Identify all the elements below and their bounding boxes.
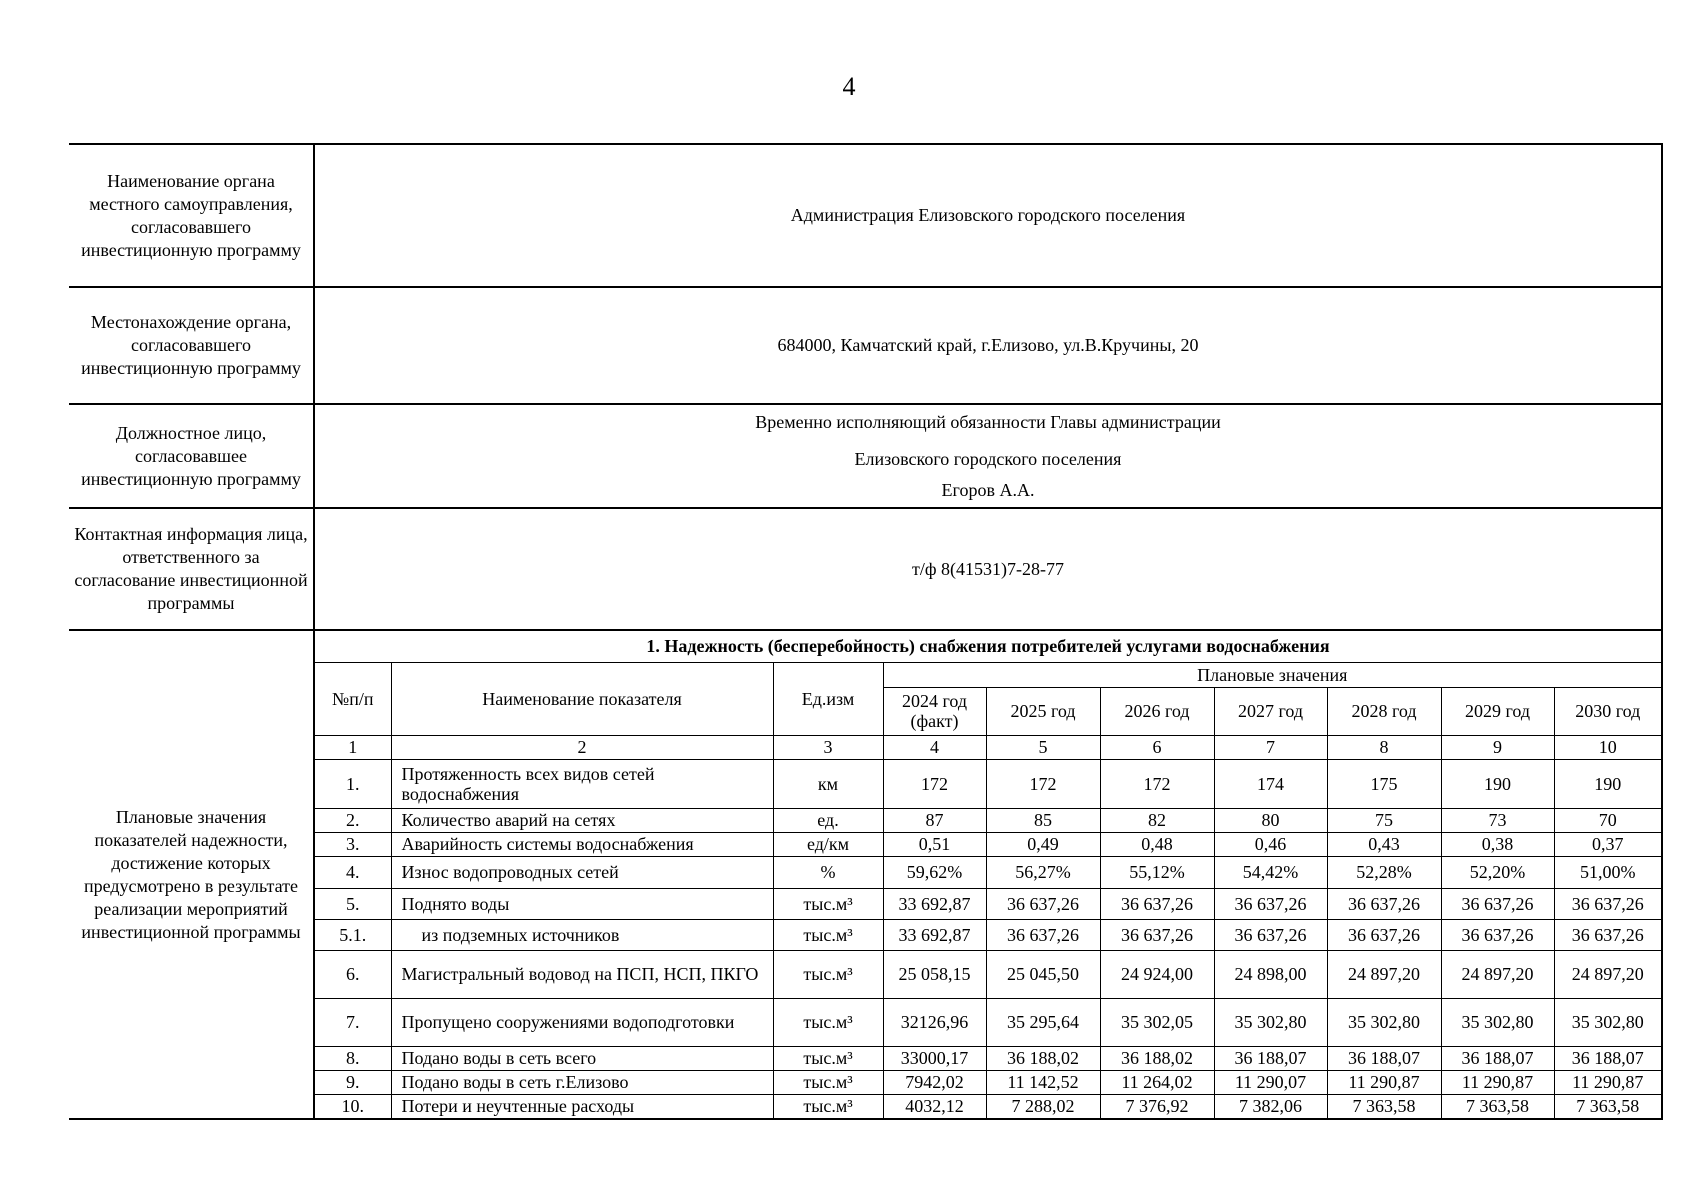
indicator-value: 172 xyxy=(883,759,986,808)
row-number: 8. xyxy=(315,1046,391,1070)
indicator-value: 36 637,26 xyxy=(1214,888,1327,919)
indicator-name: Поднято воды xyxy=(391,888,773,919)
indicator-value: 36 637,26 xyxy=(1327,888,1441,919)
indicator-value: 35 295,64 xyxy=(986,998,1100,1046)
column-number: 5 xyxy=(986,735,1100,759)
indicator-value: 24 924,00 xyxy=(1100,950,1214,998)
table-row xyxy=(315,888,1661,919)
indicator-value: 0,37 xyxy=(1554,832,1661,856)
indicator-value: 33 692,87 xyxy=(883,888,986,919)
indicator-value: 35 302,80 xyxy=(1554,998,1661,1046)
indicator-value: 36 188,07 xyxy=(1554,1046,1661,1070)
indicator-value: 52,20% xyxy=(1441,856,1554,888)
unit: ед/км xyxy=(773,832,883,856)
indicator-value: 0,43 xyxy=(1327,832,1441,856)
header-year: 2030 год xyxy=(1554,687,1661,735)
indicators-title: 1. Надежность (бесперебойность) снабжения потребителей услугами водоснабжения xyxy=(315,631,1661,662)
unit: тыс.м³ xyxy=(773,950,883,998)
indicator-name: Магистральный водовод на ПСП, НСП, ПКГО xyxy=(391,950,773,998)
indicator-value: 7 363,58 xyxy=(1327,1094,1441,1118)
indicator-value: 73 xyxy=(1441,808,1554,832)
header-name: Наименование показателя xyxy=(391,662,773,735)
row-value-authority-name: Администрация Елизовского городского поселения xyxy=(314,144,1662,287)
indicator-value: 11 290,87 xyxy=(1554,1070,1661,1094)
indicator-value: 36 188,07 xyxy=(1327,1046,1441,1070)
row-label-indicators: Плановые значения показателей надежности, достижение которых предусмотрено в результате реализации мероприятий инвестиционной программы xyxy=(69,630,314,1119)
row-label-authority-name: Наименование органа местного самоуправления, согласовавшего инвестиционную программу xyxy=(69,144,314,287)
indicator-value: 0,49 xyxy=(986,832,1100,856)
indicator-value: 7 363,58 xyxy=(1554,1094,1661,1118)
indicator-value: 7942,02 xyxy=(883,1070,986,1094)
official-line-1: Временно исполняющий обязанности Главы администрации xyxy=(755,411,1221,432)
indicator-value: 35 302,80 xyxy=(1214,998,1327,1046)
indicator-value: 24 897,20 xyxy=(1441,950,1554,998)
indicator-value: 11 290,87 xyxy=(1327,1070,1441,1094)
header-num: №п/п xyxy=(315,662,391,735)
indicator-value: 35 302,80 xyxy=(1327,998,1441,1046)
header-planned-values: Плановые значения xyxy=(883,662,1661,687)
indicator-value: 25 058,15 xyxy=(883,950,986,998)
indicator-value: 175 xyxy=(1327,759,1441,808)
indicator-value: 36 188,07 xyxy=(1214,1046,1327,1070)
table-row xyxy=(315,832,1661,856)
row-number: 1. xyxy=(315,759,391,808)
indicator-value: 36 637,26 xyxy=(1554,888,1661,919)
indicator-value: 55,12% xyxy=(1100,856,1214,888)
indicator-value: 70 xyxy=(1554,808,1661,832)
header-year: 2025 год xyxy=(986,687,1100,735)
indicator-value: 36 188,02 xyxy=(986,1046,1100,1070)
investment-program-table xyxy=(69,143,1663,1120)
indicator-value: 0,51 xyxy=(883,832,986,856)
indicator-name: Пропущено сооружениями водоподготовки xyxy=(391,998,773,1046)
header-year: 2029 год xyxy=(1441,687,1554,735)
unit: % xyxy=(773,856,883,888)
indicator-name: Износ водопроводных сетей xyxy=(391,856,773,888)
unit: тыс.м³ xyxy=(773,919,883,950)
indicator-value: 51,00% xyxy=(1554,856,1661,888)
row-value-authority-location: 684000, Камчатский край, г.Елизово, ул.В.Кручины, 20 xyxy=(314,287,1662,404)
unit: тыс.м³ xyxy=(773,998,883,1046)
indicator-name: Подано воды в сеть всего xyxy=(391,1046,773,1070)
table-row xyxy=(315,856,1661,888)
row-number: 10. xyxy=(315,1094,391,1118)
column-number: 6 xyxy=(1100,735,1214,759)
table-row xyxy=(315,1046,1661,1070)
indicator-value: 80 xyxy=(1214,808,1327,832)
column-number: 8 xyxy=(1327,735,1441,759)
indicator-name: Аварийность системы водоснабжения xyxy=(391,832,773,856)
row-number: 2. xyxy=(315,808,391,832)
column-number: 9 xyxy=(1441,735,1554,759)
indicator-value: 36 637,26 xyxy=(1327,919,1441,950)
unit: км xyxy=(773,759,883,808)
indicator-value: 24 897,20 xyxy=(1327,950,1441,998)
row-value-contact: т/ф 8(41531)7-28-77 xyxy=(314,508,1662,630)
indicator-value: 56,27% xyxy=(986,856,1100,888)
indicator-value: 4032,12 xyxy=(883,1094,986,1118)
indicator-value: 87 xyxy=(883,808,986,832)
table-row xyxy=(315,808,1661,832)
indicator-value: 7 288,02 xyxy=(986,1094,1100,1118)
indicator-value: 11 264,02 xyxy=(1100,1070,1214,1094)
indicator-value: 85 xyxy=(986,808,1100,832)
indicator-value: 36 637,26 xyxy=(1441,919,1554,950)
indicator-value: 190 xyxy=(1554,759,1661,808)
indicator-value: 174 xyxy=(1214,759,1327,808)
row-number: 6. xyxy=(315,950,391,998)
table-row xyxy=(315,759,1661,808)
column-number: 7 xyxy=(1214,735,1327,759)
indicators-table xyxy=(315,631,1661,1118)
header-year: 2028 год xyxy=(1327,687,1441,735)
indicator-value: 33 692,87 xyxy=(883,919,986,950)
indicator-value: 36 188,02 xyxy=(1100,1046,1214,1070)
row-number: 7. xyxy=(315,998,391,1046)
indicator-value: 52,28% xyxy=(1327,856,1441,888)
indicator-value: 7 363,58 xyxy=(1441,1094,1554,1118)
indicator-value: 11 142,52 xyxy=(986,1070,1100,1094)
unit: тыс.м³ xyxy=(773,1046,883,1070)
indicator-value: 24 897,20 xyxy=(1554,950,1661,998)
indicator-value: 35 302,80 xyxy=(1441,998,1554,1046)
table-row xyxy=(315,1094,1661,1118)
row-number: 5. xyxy=(315,888,391,919)
header-year: 2027 год xyxy=(1214,687,1327,735)
column-number: 4 xyxy=(883,735,986,759)
column-number: 1 xyxy=(315,735,391,759)
indicator-value: 36 637,26 xyxy=(1441,888,1554,919)
indicator-value: 25 045,50 xyxy=(986,950,1100,998)
row-number: 4. xyxy=(315,856,391,888)
indicator-value: 172 xyxy=(986,759,1100,808)
indicator-value: 0,38 xyxy=(1441,832,1554,856)
indicator-value: 7 376,92 xyxy=(1100,1094,1214,1118)
unit: ед. xyxy=(773,808,883,832)
indicator-name: Количество аварий на сетях xyxy=(391,808,773,832)
indicator-value: 0,48 xyxy=(1100,832,1214,856)
column-number: 2 xyxy=(391,735,773,759)
row-value-official xyxy=(314,404,1662,508)
table-row xyxy=(315,1070,1661,1094)
indicator-name: из подземных источников xyxy=(391,919,773,950)
row-number: 5.1. xyxy=(315,919,391,950)
unit: тыс.м³ xyxy=(773,1094,883,1118)
header-year: 2024 год (факт) xyxy=(883,687,986,735)
header-year: 2026 год xyxy=(1100,687,1214,735)
column-number: 3 xyxy=(773,735,883,759)
indicator-value: 11 290,87 xyxy=(1441,1070,1554,1094)
indicator-value: 75 xyxy=(1327,808,1441,832)
indicator-value: 0,46 xyxy=(1214,832,1327,856)
official-line-2: Елизовского городского поселения xyxy=(854,448,1122,469)
row-number: 9. xyxy=(315,1070,391,1094)
row-label-contact: Контактная информация лица, ответственного за согласование инвестиционной программы xyxy=(69,508,314,630)
indicator-value: 36 637,26 xyxy=(1214,919,1327,950)
table-row xyxy=(315,998,1661,1046)
unit: тыс.м³ xyxy=(773,1070,883,1094)
column-number: 10 xyxy=(1554,735,1661,759)
indicator-value: 36 637,26 xyxy=(986,888,1100,919)
row-number: 3. xyxy=(315,832,391,856)
indicator-value: 36 637,26 xyxy=(1100,919,1214,950)
indicator-value: 82 xyxy=(1100,808,1214,832)
row-label-official: Должностное лицо, согласовавшее инвестиционную программу xyxy=(69,404,314,508)
indicator-value: 36 637,26 xyxy=(1100,888,1214,919)
indicator-value: 36 637,26 xyxy=(1554,919,1661,950)
indicator-name: Протяженность всех видов сетей водоснабжения xyxy=(391,759,773,808)
indicator-value: 59,62% xyxy=(883,856,986,888)
indicator-value: 35 302,05 xyxy=(1100,998,1214,1046)
table-row xyxy=(315,950,1661,998)
indicator-value: 36 188,07 xyxy=(1441,1046,1554,1070)
indicator-value: 11 290,07 xyxy=(1214,1070,1327,1094)
table-row xyxy=(315,919,1661,950)
indicator-name: Подано воды в сеть г.Елизово xyxy=(391,1070,773,1094)
indicator-value: 172 xyxy=(1100,759,1214,808)
header-unit: Ед.изм xyxy=(773,662,883,735)
official-line-3: Егоров А.А. xyxy=(941,479,1035,500)
indicator-value: 36 637,26 xyxy=(986,919,1100,950)
row-label-authority-location: Местонахождение органа, согласовавшего инвестиционную программу xyxy=(69,287,314,404)
indicator-value: 32126,96 xyxy=(883,998,986,1046)
indicator-value: 33000,17 xyxy=(883,1046,986,1070)
indicator-value: 7 382,06 xyxy=(1214,1094,1327,1118)
page-number: 4 xyxy=(842,72,856,101)
indicator-value: 190 xyxy=(1441,759,1554,808)
indicator-name: Потери и неучтенные расходы xyxy=(391,1094,773,1118)
indicators-cell xyxy=(314,630,1662,1119)
indicator-value: 24 898,00 xyxy=(1214,950,1327,998)
indicator-value: 54,42% xyxy=(1214,856,1327,888)
unit: тыс.м³ xyxy=(773,888,883,919)
